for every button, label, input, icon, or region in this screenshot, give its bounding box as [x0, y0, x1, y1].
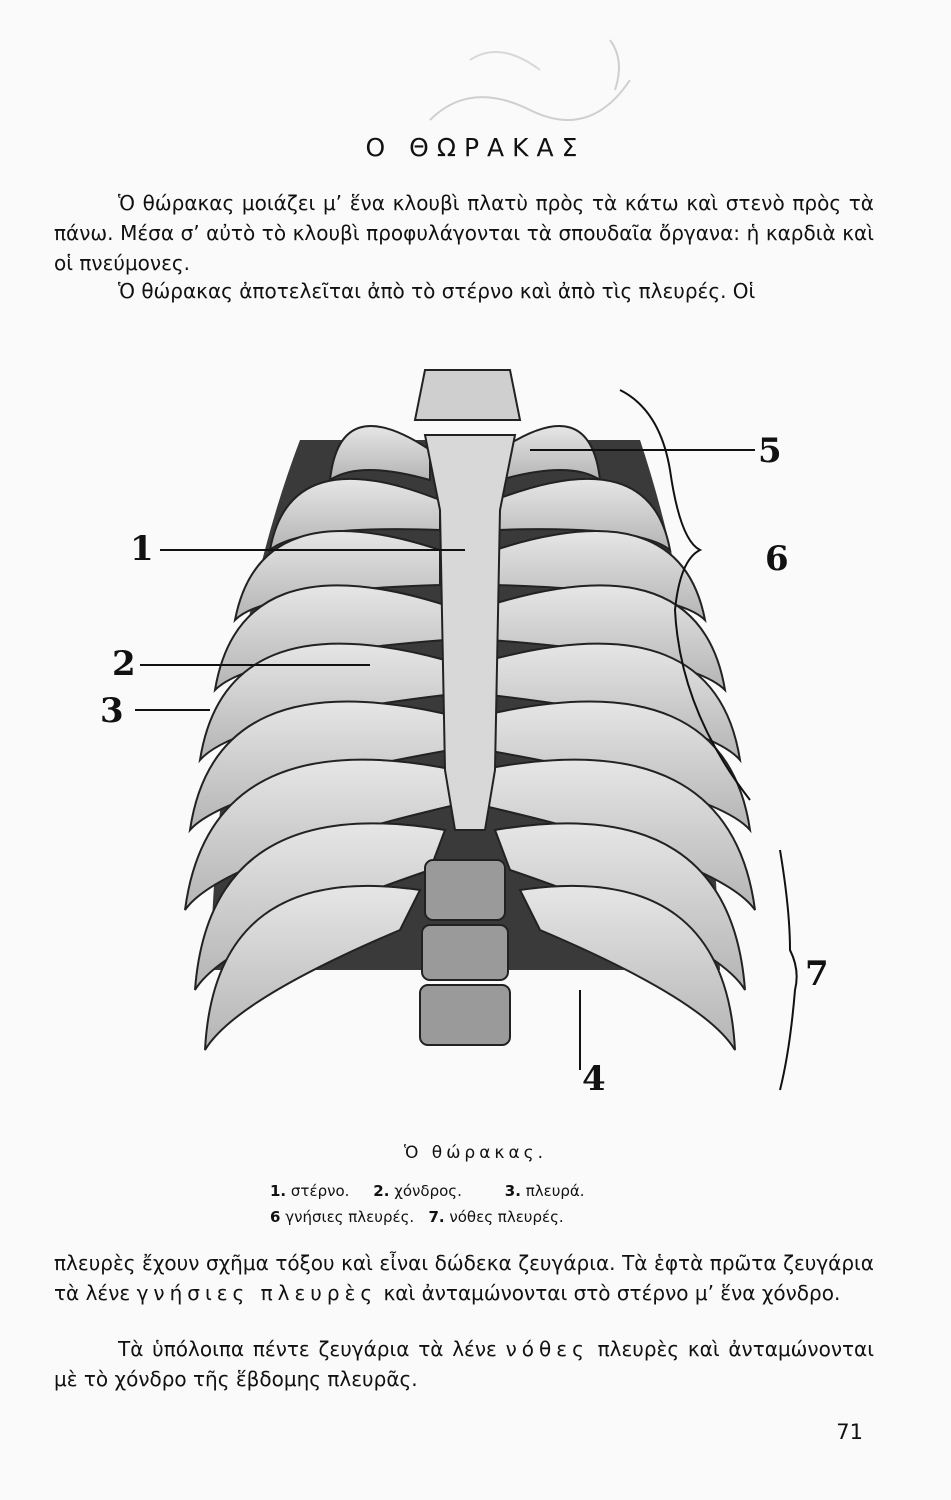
label-6: 6	[765, 539, 789, 579]
legend-number-7: 7.	[428, 1208, 445, 1226]
vertebra-top	[415, 370, 520, 420]
legend-row-1	[270, 1178, 690, 1204]
label-2: 2	[112, 644, 136, 684]
label-5: 5	[758, 431, 782, 471]
paragraph-true-ribs-start: πλευρὲς ἔχουν σχῆμα τόξου καὶ εἶναι δώδεκα ζευγάρια. Τὰ ἑφτὰ πρῶτα ζευγάρια τὰ λένε	[54, 1251, 874, 1305]
term-true-ribs: γνήσιες πλευρὲς	[136, 1281, 378, 1305]
vertebra-lower-3	[420, 985, 510, 1045]
paragraph-false-ribs	[54, 1334, 874, 1394]
figure-caption: Ὁ θώρακας.	[403, 1143, 548, 1163]
page-title: Ο ΘΩΡΑΚΑΣ	[365, 133, 586, 162]
legend-number-2: 2.	[373, 1182, 390, 1200]
figure-legend	[270, 1178, 690, 1230]
legend-text-6: γνήσιες πλευρές.	[285, 1208, 415, 1226]
term-false-ribs: νόθες	[505, 1337, 589, 1361]
legend-text-2: χόνδρος.	[394, 1182, 462, 1200]
label-7: 7	[805, 954, 829, 994]
legend-text-3: πλευρά.	[525, 1182, 585, 1200]
paragraph-true-ribs	[54, 1248, 874, 1308]
label-3: 3	[100, 691, 124, 731]
page-number: 71	[836, 1420, 863, 1444]
vertebra-lower-2	[422, 925, 508, 980]
legend-text-1: στέρνο.	[290, 1182, 350, 1200]
paragraph-composition: Ὁ θώρακας ἀποτελεῖται ἀπὸ τὸ στέρνο καὶ ἀπὸ τὶς πλευρές. Οἱ	[118, 279, 756, 303]
label-1: 1	[130, 529, 154, 569]
legend-number-3: 3.	[504, 1182, 521, 1200]
paragraph-false-ribs-end: πλευρὲς καὶ ἀνταμώνονται μὲ τὸ χόνδρο τῆς ἕβδομης πλευρᾶς.	[54, 1337, 875, 1391]
paragraph-intro: Ὁ θώρακας μοιάζει μ’ ἕνα κλουβὶ πλατὺ πρὸς τὰ κάτω καὶ στενὸ πρὸς τὰ πάνω. Μέσα σ’ αὐτὸ τὸ κλουβὶ προφυλάγονται τὰ σπουδαῖα ὄργανα: ἡ καρδιὰ καὶ οἱ πνεύμονες.	[54, 191, 874, 275]
legend-row-2	[270, 1204, 690, 1230]
legend-number-1: 1.	[270, 1182, 287, 1200]
brace-7	[780, 850, 797, 1090]
label-4: 4	[582, 1059, 606, 1099]
legend-text-7: νόθες πλευρές.	[449, 1208, 564, 1226]
paragraph-false-ribs-start: Τὰ ὑπόλοιπα πέντε ζευγάρια τὰ λένε	[118, 1337, 497, 1361]
thorax-illustration	[100, 350, 860, 1120]
vertebra-lower-1	[425, 860, 505, 920]
paragraph-true-ribs-end: καὶ ἀνταμώνονται στὸ στέρνο μ’ ἕνα χόνδρο.	[383, 1281, 841, 1305]
legend-number-6: 6	[270, 1208, 281, 1226]
